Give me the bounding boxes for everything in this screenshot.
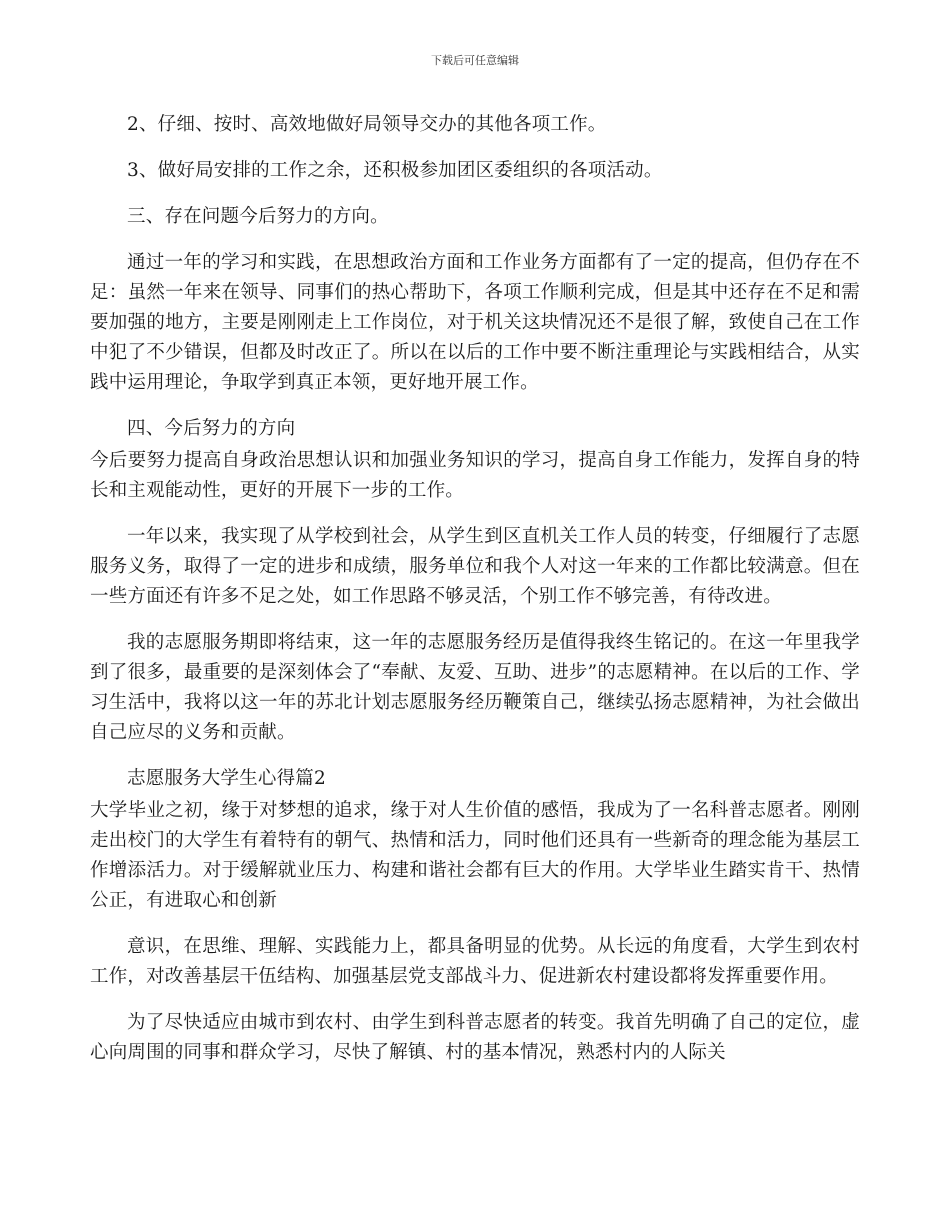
section-heading-4: 四、今后努力的方向 [127,418,296,439]
paragraph-year-summary: 一年以来，我实现了从学校到社会，从学生到区直机关工作人员的转变，仔细履行了志愿服务义务，取得了一定的进步和成绩，服务单位和我个人对这一年来的工作都比较满意。但在一些方面还有许多不足之处，如工作思路不够灵活，个别工作不够完善，有待改进。 [90,526,860,607]
paragraph-awareness: 意识，在思维、理解、实践能力上，都具备明显的优势。从长远的角度看，大学生到农村工作，对改善基层干伍结构、加强基层党支部战斗力、促进新农村建设都将发挥重要作用。 [90,936,860,987]
paragraph-problems: 通过一年的学习和实践，在思想政治方面和工作业务方面都有了一定的提高，但仍存在不足：虽然一年来在领导、同事们的热心帮助下，各项工作顺利完成，但是其中还存在不足和需要加强的地方，主要是刚刚走上工作岗位，对于机关这块情况还不是很了解，致使自己在工作中犯了不少错误，但都及时改正了。所以在以后的工作中要不断注重理论与实践相结合，从实践中运用理论，争取学到真正本领，更好地开展工作。 [90,252,860,393]
paragraph-graduation: 大学毕业之初，缘于对梦想的追求，缘于对人生价值的感悟，我成为了一名科普志愿者。刚刚走出校门的大学生有着特有的朝气、热情和活力，同时他们还具有一些新奇的理念能为基层工作增添活力。对于缓解就业压力、构建和谐社会都有巨大的作用。大学毕业生踏实肯干、热情公正，有进取心和创新 [90,800,860,911]
paragraph-adaptation: 为了尽快适应由城市到农村、由学生到科普志愿者的转变。我首先明确了自己的定位，虚心向周围的同事和群众学习，尽快了解镇、村的基本情况，熟悉村内的人际关 [90,1012,860,1063]
paragraph-item-2: 2、仔细、按时、高效地做好局领导交办的其他各项工作。 [127,114,607,135]
section-heading-3: 三、存在问题今后努力的方向。 [127,206,389,227]
paragraph-volunteer-end: 我的志愿服务期即将结束，这一年的志愿服务经历是值得我终生铭记的。在这一年里我学到了很多，最重要的是深刻体会了“奉献、友爱、互助、进步”的志愿精神。在以后的工作、学习生活中，我将以这一年的苏北计划志愿服务经历鞭策自己，继续弘扬志愿精神，为社会做出自己应尽的义务和贡献。 [90,632,860,743]
paragraph-future-direction: 今后要努力提高自身政治思想认识和加强业务知识的学习，提高自身工作能力，发挥自身的特长和主观能动性，更好的开展下一步的工作。 [90,450,860,501]
paragraph-item-3: 3、做好局安排的工作之余，还积极参加团区委组织的各项活动。 [127,160,663,181]
article-title-2: 志愿服务大学生心得篇2 [127,768,326,789]
document-body [90,110,860,1068]
page-header: 下载后可任意编辑 [431,54,519,67]
